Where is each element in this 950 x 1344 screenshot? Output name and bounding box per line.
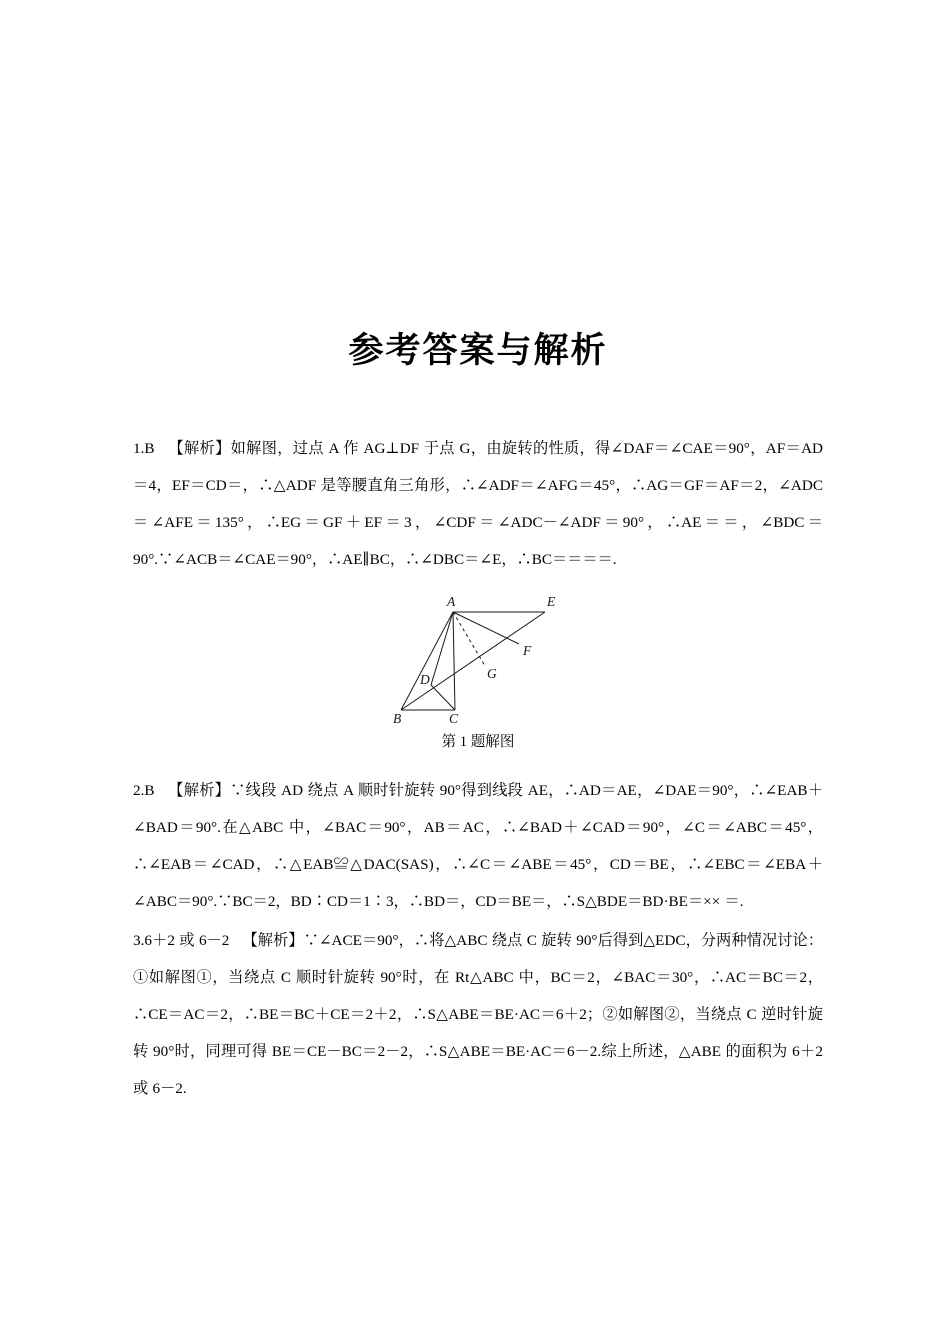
segment-EB [401,612,545,710]
segment-DC [431,685,455,710]
segment-BA [401,612,453,710]
answer-value-1: B [144,440,155,457]
analysis-tag-3: 【解析】 [242,932,304,949]
label-D: D [420,672,430,687]
page-content [133,330,823,1109]
segment-AF [453,612,519,644]
label-F: F [523,643,532,658]
page-title: 参考答案与解析 [348,331,608,371]
figure-1-caption: 第 1 题解图 [441,734,515,750]
answer-number-3: 3. [133,932,145,949]
label-B: B [393,711,402,724]
label-A: A [447,594,456,609]
label-G: G [487,666,497,681]
segment-AD [431,612,453,685]
geometry-diagram-question-1 [383,592,573,724]
answer-paragraph-2 [133,772,823,920]
answer-value-3: 6＋2 或 6－2 [144,932,230,949]
analysis-body-3: ∵∠ACE＝90°，∴将△ABC 绕点 C 旋转 90°后得到△EDC，分两种情况讨论：①如解图①，当绕点 C 顺时针旋转 90°时，在 Rt△ABC 中，BC＝2，∠BAC＝30°，∴AC＝BC＝2，∴CE＝AC＝2，∴BE＝BC＋CE＝2＋2，∴S△ABE＝BE·AC＝6＋2；②如解图②，当绕点 C 逆时针旋转 90°时，同理可得 BE＝CE－BC＝2－2，∴S△ABE＝BE·AC＝6－2.综上所述，△ABE 的面积为 6＋2 或 6－2. [133,932,824,1097]
figure-1 [133,592,823,724]
analysis-tag-2: 【解析】 [168,782,231,799]
answer-number-1: 1. [133,440,145,457]
label-C: C [449,711,459,724]
segment-CA [453,612,455,710]
analysis-body-1: 如解图，过点 A 作 AG⊥DF 于点 G，由旋转的性质，得∠DAF＝∠CAE＝90°，AF＝AD＝4，EF＝CD＝，∴△ADF 是等腰直角三角形，∴∠ADF＝∠AFG＝45°，∴AG＝GF＝AF＝2，∠ADC＝∠AFE＝135°，∴EG＝GF＋EF＝3，∠CDF＝∠ADC－∠ADF＝90°，∴AE＝＝，∠BDC＝90°.∵∠ACB＝∠CAE＝90°，∴AE∥BC，∴∠DBC＝∠E，∴BC＝＝＝＝. [133,440,824,568]
answer-paragraph-3 [133,922,823,1107]
answer-number-2: 2. [133,782,145,799]
answer-paragraph-1 [133,430,823,578]
answer-value-2: B [144,782,155,799]
analysis-tag-1: 【解析】 [168,440,231,457]
label-E: E [547,594,556,609]
analysis-body-2: ∵线段 AD 绕点 A 顺时针旋转 90°得到线段 AE，∴AD＝AE，∠DAE＝90°，∴∠EAB＋∠BAD＝90°.在△ABC 中，∠BAC＝90°，AB＝AC，∴∠BAD＋∠CAD＝90°，∠C＝∠ABC＝45°，∴∠EAB＝∠CAD，∴△EAB≌△DAC(SAS)，∴∠C＝∠ABE＝45°，CD＝BE，∴∠EBC＝∠EBA＋∠ABC＝90°.∵BC＝2，BD∶CD＝1∶3，∴BD＝，CD＝BE＝，∴S△BDE＝BD·BE＝×× ＝. [133,782,824,910]
